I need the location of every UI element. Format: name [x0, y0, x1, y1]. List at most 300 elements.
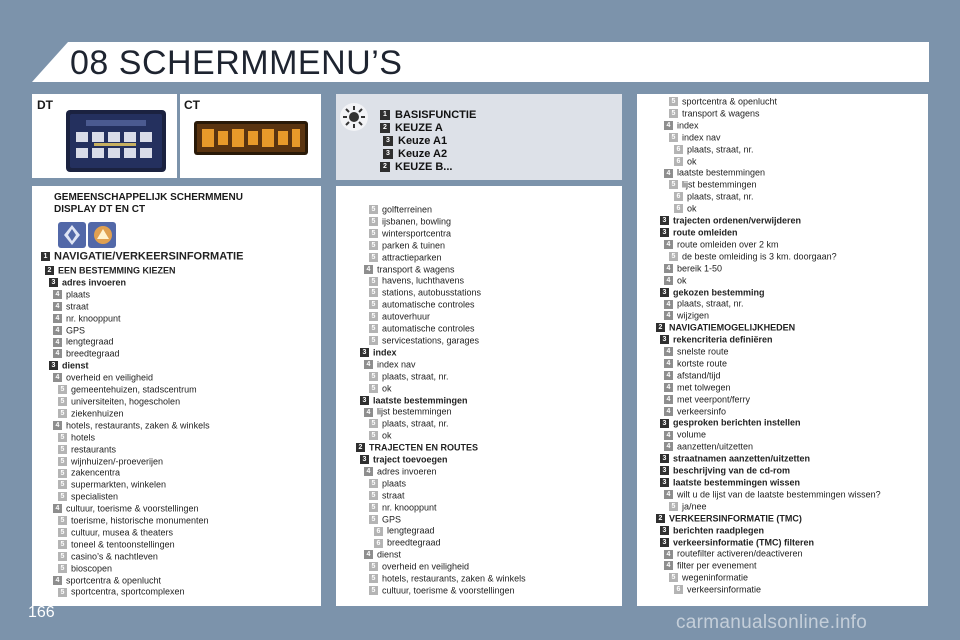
menu-item: [652, 524, 881, 536]
menu-item: [652, 238, 881, 250]
level-badge: 4: [364, 467, 373, 476]
level-badge: 4: [53, 421, 62, 430]
menu-item: [352, 251, 526, 263]
level-badge: 3: [49, 361, 58, 370]
menu-item: [652, 488, 881, 500]
level-badge: 5: [369, 253, 378, 262]
level-badge: 5: [369, 277, 378, 286]
basis-row: [380, 135, 476, 148]
menu-item-label: gekozen bestemming: [673, 287, 765, 298]
level-badge: 5: [369, 241, 378, 250]
dt-label: DT: [37, 98, 53, 112]
menu-item: [41, 276, 243, 288]
menu-item-label: cultuur, toerisme & voorstellingen: [66, 503, 199, 514]
level-badge: 5: [58, 457, 67, 466]
level-badge: 3: [660, 478, 669, 487]
menu-item: [352, 536, 526, 548]
menu-item: [352, 441, 526, 453]
menu-item: [652, 309, 881, 321]
menu-item-label: servicestations, garages: [382, 335, 480, 346]
menu-item-label: sportcentra & openlucht: [682, 96, 778, 107]
menu-item-label: sportcentra & openlucht: [66, 575, 162, 586]
menu-item-label: breedtegraad: [387, 538, 441, 548]
menu-item: [41, 538, 243, 550]
level-badge: 4: [53, 314, 62, 323]
menu-item-label: index nav: [377, 359, 416, 370]
level-badge: 5: [669, 180, 678, 189]
menu-item: [352, 239, 526, 251]
menu-item: [352, 584, 526, 596]
menu-item-label: plaats: [66, 289, 91, 300]
menu-item-label: supermarkten, winkelen: [71, 479, 167, 490]
menu-item-label: routefilter activeren/deactiveren: [677, 549, 803, 560]
menu-item: [352, 274, 526, 286]
menu-item: [41, 312, 243, 324]
menu-item-label: ok: [687, 203, 697, 214]
menu-item-label: adres invoeren: [62, 277, 127, 288]
level-badge: 5: [369, 586, 378, 595]
level-badge: 5: [58, 480, 67, 489]
menu-item-label: parken & tuinen: [382, 240, 446, 251]
menu-item: [652, 536, 881, 548]
level-badge: 5: [369, 503, 378, 512]
menu-item: [652, 190, 881, 202]
menu-item-label: toerisme, historische monumenten: [71, 515, 209, 526]
menu-item-label: hotels, restaurants, zaken & winkels: [66, 420, 210, 431]
basis-row: [380, 161, 476, 174]
level-badge: 5: [669, 97, 678, 106]
basis-legend: [380, 109, 476, 174]
watermark: carmanualsonline.info: [676, 612, 868, 633]
menu-item: [41, 300, 243, 312]
level-badge: 4: [364, 408, 373, 417]
menu-item: [352, 322, 526, 334]
menu-item-label: NAVIGATIE/VERKEERSINFORMATIE: [54, 250, 244, 263]
menu-item-label: ziekenhuizen: [71, 408, 124, 419]
level-badge: 5: [58, 528, 67, 537]
menu-item: [41, 264, 243, 276]
menu-item-label: ijsbanen, bowling: [382, 216, 452, 227]
menu-item-label: nr. knooppunt: [66, 313, 121, 324]
level-badge: 4: [664, 431, 673, 440]
menu-item: [652, 428, 881, 440]
menu-item: [652, 95, 881, 107]
menu-item: [352, 298, 526, 310]
menu-item: [652, 321, 881, 333]
menu-item: [352, 453, 526, 465]
basis-text: KEUZE A: [395, 122, 443, 134]
menu-item-label: verkeersinformatie (TMC) filteren: [673, 537, 815, 548]
level-badge: 5: [58, 409, 67, 418]
menu-item-label: casino’s & nachtleven: [71, 551, 158, 562]
menu-item: [41, 455, 243, 467]
level-badge: 3: [360, 396, 369, 405]
menu-item: [652, 345, 881, 357]
level-badge: 5: [369, 384, 378, 393]
menu-item: [41, 407, 243, 419]
level-badge: 5: [369, 479, 378, 488]
menu-item: [352, 394, 526, 406]
menu-item-label: GPS: [382, 514, 402, 525]
menu-item: [652, 274, 881, 286]
menu-item-label: trajecten ordenen/verwijderen: [673, 215, 802, 226]
menu-item: [652, 393, 881, 405]
menu-item-label: hotels: [71, 432, 96, 443]
menu-item: [41, 371, 243, 383]
basis-row: [380, 122, 476, 135]
menu-item: [352, 382, 526, 394]
level-badge: 4: [664, 359, 673, 368]
menu-item-label: de beste omleiding is 3 km. doorgaan?: [682, 251, 837, 262]
level-badge: 4: [664, 371, 673, 380]
basis-text: Keuze A1: [398, 135, 448, 147]
menu-item: [652, 500, 881, 512]
menu-item: [652, 250, 881, 262]
menu-item: [352, 358, 526, 370]
menu-item: [41, 383, 243, 395]
level-badge: 3: [660, 466, 669, 475]
menu-item-label: laatste bestemmingen wissen: [673, 477, 801, 488]
menu-item: [352, 346, 526, 358]
menu-item-label: volume: [677, 430, 707, 440]
level-badge: 5: [369, 491, 378, 500]
menu-item-label: index nav: [682, 132, 721, 143]
level-badge: 5: [669, 133, 678, 142]
level-badge: 5: [369, 336, 378, 345]
menu-item: [652, 416, 881, 428]
menu-item: [41, 359, 243, 371]
menu-item-label: wegeninformatie: [682, 572, 749, 583]
menu-item-label: automatische controles: [382, 299, 475, 310]
menu-item-label: havens, luchthavens: [382, 276, 465, 287]
level-badge: 4: [664, 561, 673, 570]
menu-item-label: met tolwegen: [677, 382, 731, 393]
level-badge: 5: [58, 552, 67, 561]
level-badge: 4: [53, 349, 62, 358]
level-badge: 3: [383, 149, 393, 159]
menu-item: [352, 548, 526, 560]
page-number: 166: [28, 604, 55, 621]
menu-item-label: sportcentra, sportcomplexen: [71, 587, 185, 598]
menu-item: [41, 574, 243, 586]
menu-column-2: [352, 203, 526, 596]
menu-item: [652, 333, 881, 345]
level-badge: 1: [380, 110, 390, 120]
menu-item: [352, 417, 526, 429]
ct-screen-image: [194, 121, 308, 155]
menu-item-label: index: [677, 120, 699, 131]
page-title: 08 SCHERMMENU’S: [70, 44, 403, 82]
level-badge: 5: [58, 397, 67, 406]
menu-item: [652, 119, 881, 131]
level-badge: 3: [660, 526, 669, 535]
level-badge: 4: [364, 265, 373, 274]
menu-item: [352, 465, 526, 477]
menu-item: [352, 227, 526, 239]
level-badge: 6: [674, 204, 683, 213]
level-badge: 5: [58, 588, 67, 597]
level-badge: 4: [53, 338, 62, 347]
menu-item: [41, 324, 243, 336]
menu-item-label: beschrijving van de cd-rom: [673, 465, 791, 476]
menu-item: [41, 431, 243, 443]
dt-screen-image: [66, 110, 166, 172]
menu-column-1: [41, 250, 243, 597]
level-badge: 1: [41, 252, 50, 261]
level-badge: 5: [369, 300, 378, 309]
menu-item: [41, 562, 243, 574]
menu-item: [41, 502, 243, 514]
menu-item-label: TRAJECTEN EN ROUTES: [369, 442, 479, 453]
menu-item-label: rekencriteria definiëren: [673, 334, 773, 345]
menu-item-label: laatste bestemmingen: [677, 168, 766, 179]
menu-item-label: route omleiden: [673, 227, 738, 238]
level-badge: 5: [369, 515, 378, 524]
level-badge: 4: [53, 290, 62, 299]
level-badge: 4: [664, 490, 673, 499]
menu-item: [652, 286, 881, 298]
level-badge: 4: [664, 240, 673, 249]
menu-item-label: bereik 1-50: [677, 263, 723, 274]
level-badge: 4: [664, 276, 673, 285]
level-badge: 4: [664, 550, 673, 559]
menu-item-label: dienst: [377, 549, 402, 560]
menu-item: [41, 585, 243, 597]
menu-item: [652, 166, 881, 178]
menu-item: [652, 583, 881, 595]
level-badge: 3: [360, 455, 369, 464]
menu-item-label: stations, autobusstations: [382, 287, 482, 298]
traffic-info-icon: [88, 222, 116, 248]
menu-item-label: plaats, straat, nr.: [677, 299, 744, 310]
menu-item-label: verkeersinformatie: [687, 584, 762, 595]
level-badge: 4: [364, 360, 373, 369]
menu-item-label: lijst bestemmingen: [682, 179, 757, 190]
menu-item: [352, 429, 526, 441]
menu-item-label: plaats, straat, nr.: [382, 418, 449, 429]
menu-item: [652, 452, 881, 464]
level-badge: 6: [374, 527, 383, 536]
menu-item: [352, 334, 526, 346]
level-badge: 4: [53, 373, 62, 382]
level-badge: 5: [669, 573, 678, 582]
level-badge: 4: [53, 326, 62, 335]
level-badge: 4: [664, 311, 673, 320]
menu-item-label: dienst: [62, 360, 89, 371]
level-badge: 5: [58, 564, 67, 573]
menu-item: [652, 440, 881, 452]
menu-item: [352, 286, 526, 298]
menu-item: [352, 263, 526, 275]
basis-row: [380, 109, 476, 122]
menu-item: [652, 381, 881, 393]
level-badge: 3: [383, 136, 393, 146]
menu-item-label: breedtegraad: [66, 348, 120, 359]
level-badge: 5: [669, 109, 678, 118]
menu-item: [652, 297, 881, 309]
level-badge: 5: [58, 540, 67, 549]
level-badge: 4: [664, 383, 673, 392]
menu-item-label: ok: [382, 430, 392, 441]
basis-text: KEUZE B...: [395, 161, 453, 173]
menu-item-label: zakencentra: [71, 468, 121, 479]
menu-item: [652, 369, 881, 381]
sun-icon: [339, 102, 369, 132]
menu-item: [652, 107, 881, 119]
menu-item-label: berichten raadplegen: [673, 525, 765, 536]
menu-item: [41, 490, 243, 502]
level-badge: 6: [674, 157, 683, 166]
basisfunctie-panel: [336, 94, 622, 180]
menu-item: [352, 489, 526, 501]
menu-item: [652, 262, 881, 274]
menu-item: [352, 405, 526, 417]
menu-item-label: cultuur, toerisme & voorstellingen: [382, 585, 515, 596]
menu-item: [352, 215, 526, 227]
basis-text: Keuze A2: [398, 148, 448, 160]
menu-item-label: overheid en veiligheid: [382, 561, 470, 572]
menu-item-label: met veerpont/ferry: [677, 394, 751, 405]
menu-item-label: transport & wagens: [377, 264, 455, 275]
menu-column-3: [652, 95, 881, 595]
menu-item-label: straat: [382, 490, 405, 501]
menu-item-label: wilt u de lijst van de laatste bestemmingen wissen?: [677, 489, 881, 500]
level-badge: 6: [674, 145, 683, 154]
menu-item: [652, 143, 881, 155]
menu-item-label: plaats, straat, nr.: [687, 191, 754, 202]
menu-item: [352, 524, 526, 536]
menu-item-label: EEN BESTEMMING KIEZEN: [58, 265, 176, 276]
menu-item-label: plaats: [382, 478, 407, 489]
level-badge: 3: [660, 538, 669, 547]
menu-item-label: kortste route: [677, 358, 728, 369]
menu-item-label: snelste route: [677, 346, 729, 357]
menu-item: [652, 476, 881, 488]
level-badge: 4: [664, 169, 673, 178]
level-badge: 5: [58, 492, 67, 501]
menu-item-label: restaurants: [71, 444, 117, 455]
menu-item-label: golfterreinen: [382, 204, 433, 215]
menu-item: [652, 131, 881, 143]
level-badge: 3: [360, 348, 369, 357]
menu-item: [352, 477, 526, 489]
menu-item: [352, 310, 526, 322]
menu-item-label: wijnhuizen/-proeverijen: [71, 456, 164, 467]
basis-row: [380, 148, 476, 161]
menu-item-label: ok: [677, 275, 687, 286]
menu-item: [652, 155, 881, 167]
level-badge: 5: [58, 385, 67, 394]
menu-item: [41, 288, 243, 300]
level-badge: 3: [660, 419, 669, 428]
menu-item-label: gesproken berichten instellen: [673, 418, 801, 429]
menu-item: [41, 419, 243, 431]
level-badge: 5: [369, 562, 378, 571]
menu-item-label: ja/nee: [682, 501, 707, 512]
menu-item-label: NAVIGATIEMOGELIJKHEDEN: [669, 322, 796, 333]
level-badge: 5: [369, 229, 378, 238]
level-badge: 5: [369, 324, 378, 333]
menu-item: [652, 559, 881, 571]
menu-item: [41, 443, 243, 455]
menu-item-label: autoverhuur: [382, 311, 431, 322]
menu-item: [652, 357, 881, 369]
menu-item: [652, 214, 881, 226]
level-badge: 4: [53, 504, 62, 513]
level-badge: 2: [45, 266, 54, 275]
menu-item: [352, 572, 526, 584]
level-badge: 6: [674, 192, 683, 201]
level-badge: 4: [53, 576, 62, 585]
level-badge: 3: [49, 278, 58, 287]
menu-item-label: hotels, restaurants, zaken & winkels: [382, 573, 526, 584]
menu-item: [652, 178, 881, 190]
menu-item-label: gemeentehuizen, stadscentrum: [71, 384, 197, 395]
menu-item-label: GPS: [66, 325, 86, 336]
level-badge: 3: [660, 454, 669, 463]
menu-item: [352, 513, 526, 525]
menu-item-label: aanzetten/uitzetten: [677, 441, 754, 452]
menu-item-label: wintersportcentra: [382, 228, 452, 239]
menu-item: [352, 560, 526, 572]
basis-text: BASISFUNCTIE: [395, 109, 477, 121]
level-badge: 3: [660, 288, 669, 297]
menu-item-label: bioscopen: [71, 563, 113, 574]
level-badge: 5: [669, 502, 678, 511]
menu-item-label: toneel & tentoonstellingen: [71, 539, 175, 550]
level-badge: 5: [369, 217, 378, 226]
level-badge: 4: [664, 407, 673, 416]
level-badge: 5: [58, 445, 67, 454]
menu-item-label: index: [373, 347, 397, 358]
level-badge: 4: [664, 264, 673, 273]
menu-item-label: VERKEERSINFORMATIE (TMC): [669, 513, 802, 524]
menu-item: [652, 405, 881, 417]
level-badge: 5: [369, 288, 378, 297]
common-heading-line-2: DISPLAY DT EN CT: [54, 204, 146, 215]
menu-item-label: specialisten: [71, 491, 119, 502]
level-badge: 3: [660, 228, 669, 237]
menu-item: [652, 202, 881, 214]
menu-item: [41, 514, 243, 526]
menu-item: [652, 464, 881, 476]
common-heading-line-1: GEMEENSCHAPPELIJK SCHERMMENU: [54, 192, 243, 203]
menu-item-label: lengtegraad: [66, 337, 114, 348]
level-badge: 2: [656, 323, 665, 332]
menu-item-label: attractieparken: [382, 252, 442, 263]
menu-item-label: cultuur, musea & theaters: [71, 527, 174, 538]
level-badge: 5: [369, 312, 378, 321]
level-badge: 4: [53, 302, 62, 311]
level-badge: 4: [664, 300, 673, 309]
level-badge: 3: [660, 216, 669, 225]
menu-item-label: automatische controles: [382, 323, 475, 334]
menu-item-label: laatste bestemmingen: [373, 395, 468, 406]
menu-item: [41, 550, 243, 562]
level-badge: 5: [58, 433, 67, 442]
level-badge: 6: [374, 539, 383, 548]
menu-item: [41, 526, 243, 538]
menu-item-label: lengtegraad: [387, 526, 435, 537]
menu-item: [652, 226, 881, 238]
level-badge: 2: [380, 162, 390, 172]
level-badge: 4: [664, 347, 673, 356]
level-badge: 6: [674, 585, 683, 594]
menu-item: [352, 370, 526, 382]
menu-item: [41, 466, 243, 478]
menu-item: [352, 501, 526, 513]
menu-item-label: plaats, straat, nr.: [382, 371, 449, 382]
